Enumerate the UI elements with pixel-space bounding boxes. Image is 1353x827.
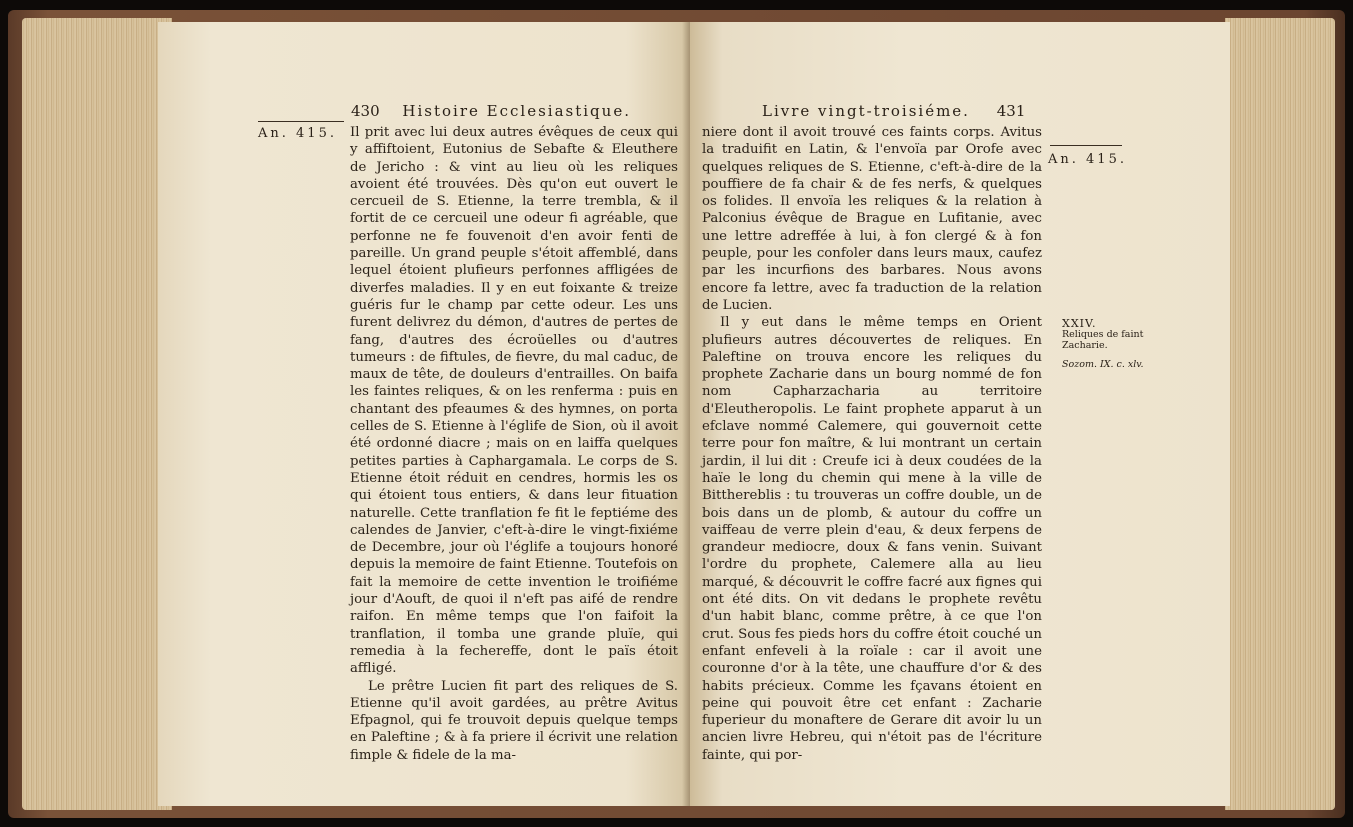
margin-rule	[258, 121, 344, 122]
side-note	[1062, 318, 1152, 370]
running-head-title: Histoire Ecclesiastique.	[402, 102, 631, 120]
paragraph: Le prêtre Lucien fit part des reliques de S. Etienne qu'il avoit gardées, au prêtre Avitus Efpagnol, qui fe trouvoit depuis quelque temps en Paleftine ; & à fa priere il écrivit une relation fimple & fidele de la ma-	[350, 678, 678, 763]
margin-year: An. 415.	[1048, 152, 1127, 167]
left-page-text	[350, 124, 678, 764]
margin-year: An. 415.	[258, 126, 337, 141]
margin-rule	[1050, 145, 1122, 146]
left-page	[158, 22, 690, 806]
running-head-left	[351, 102, 631, 120]
page-number: 430	[351, 102, 380, 120]
side-note-title: Reliques de faint Zacharie.	[1062, 329, 1144, 351]
side-note-source: Sozom. IX. c. xlv.	[1062, 359, 1144, 370]
paragraph: Il prit avec lui deux autres évêques de ceux qui y affiftoient, Eutonius de Sebafte & Eleuthere de Jericho : & vint au lieu où les reliques avoient été trouvées. Dès qu'on eut ouvert le cercueil de S. Etienne, la terre trembla, & il fortit de ce cercueil une odeur fi agréable, que perfonne ne fe fouvenoit d'en avoir fenti de pareille. Un grand peuple s'étoit affemblé, dans lequel étoient plufieurs perfonnes affligées de diverfes maladies. Il y en eut foixante & treize guéris fur le champ par cette odeur. Les uns furent delivrez du démon, d'autres de pertes de fang, d'autres des écroüelles ou d'autres tumeurs : de fiftules, de fievre, du mal caduc, de maux de tête, de douleurs d'entrailles. On baifa les faintes reliques, & on les renferma : puis en chantant des pfeaumes & des hymnes, on porta celles de S. Etienne à l'églife de Sion, où il avoit été ordonné diacre ; mais on en laiffa quelques petites parties à Caphargamala. Le corps de S. Etienne étoit réduit en cendres, hormis les os qui étoient tous entiers, & dans leur fituation naturelle. Cette tranflation fe fit le feptiéme des calendes de Janvier, c'eft-à-dire le vingt-fixiéme de Decembre, jour où l'églife a toujours honoré depuis la memoire de faint Etienne. Toutefois on fait la memoire de cette invention le troifiéme jour d'Aouft, de quoi il n'eft pas aifé de rendre raifon. En même temps que l'on faifoit la tranflation, il tomba une grande pluïe, qui remedia à la fechereffe, dont le païs étoit affligé.	[350, 125, 678, 677]
right-page-text	[702, 124, 1042, 764]
page-edges-right	[1225, 18, 1335, 810]
paragraph: Il y eut dans le même temps en Orient plufieurs autres découvertes de reliques. En Paleftine on trouva encore les reliques du prophete Zacharie dans un bourg nommé de fon nom Capharzacharia au territoire d'Eleutheropolis. Le faint prophete apparut à un efclave nommé Calemere, qui gouvernoit cette terre pour fon maître, & lui montrant un certain jardin, il lui dit : Creufe ici à deux coudées de la haïe le long du chemin qui mene à la ville de Bitthereblis : tu trouveras un coffre double, un de bois dans un de plomb, & autour du coffre un vaiffeau de verre plein d'eau, & deux ferpens de grandeur mediocre, doux & fans venin. Suivant l'ordre du prophete, Calemere alla au lieu marqué, & découvrit le coffre facré aux fignes qui ont été dits. On vit dedans le prophete revêtu d'un habit blanc, comme prêtre, à ce que l'on crut. Sous fes pieds hors du coffre étoit couché un enfant enfeveli à la roïale : car il avoit une couronne d'or à la tête, une chauffure d'or & des habits précieux. Comme les fçavans étoient en peine qui pouvoit être cet enfant : Zacharie fuperieur du monaftere de Gerare dit avoir lu un ancien livre Hebreu, qui n'étoit pas de l'écriture fainte, qui por-	[702, 315, 1042, 763]
page-edges-left	[22, 18, 172, 810]
side-note-section: XXIV.	[1062, 317, 1097, 330]
paragraph: niere dont il avoit trouvé ces faints corps. Avitus la traduifit en Latin, & l'envoïa par Orofe avec quelques reliques de S. Etienne, c'eft-à-dire de la pouffiere de fa chair & de fes nerfs, & quelques os folides. Il envoïa les reliques & la relation à Palconius évêque de Brague en Lufitanie, avec une lettre adreffée à lui, à fon clergé & à fon peuple, pour les confoler dans leurs maux, caufez par les incurfions des barbares. Nous avons encore fa lettre, avec fa traduction de la relation de Lucien.	[702, 125, 1042, 313]
page-number: 431	[996, 102, 1026, 120]
running-head-right	[762, 102, 1025, 120]
running-head-title: Livre vingt-troisiéme.	[762, 102, 970, 120]
right-page	[690, 22, 1230, 806]
